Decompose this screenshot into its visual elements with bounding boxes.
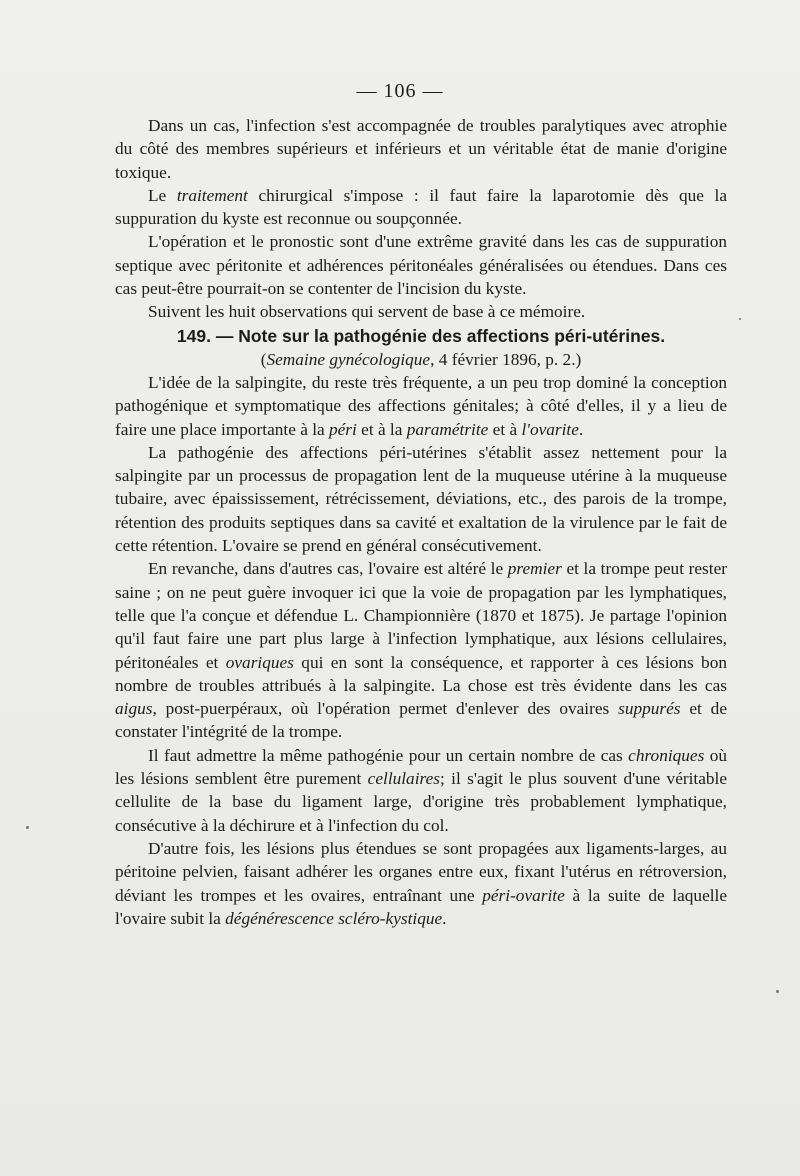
paragraph [115, 744, 727, 837]
paragraph [115, 837, 727, 930]
italic-run: premier [507, 559, 562, 579]
text-run: En revanche, dans d'autres cas, l'ovaire est altéré le [148, 559, 508, 579]
italic-run: suppurés [618, 699, 681, 719]
scan-speck [739, 318, 741, 320]
text-run: où les lésions semblent être purement [115, 745, 727, 789]
paragraph [115, 230, 727, 300]
text-run: Suivent les huit observations qui servent de base à ce mémoire. [148, 302, 586, 322]
italic-run: péri-ovarite [482, 885, 565, 905]
italic-run: aigus [115, 699, 153, 719]
text-run: L'opération et le pronostic sont d'une extrême gravité dans les cas de suppuration septique avec péritonite et adhérences péritonéales généralisées ou étendues. Dans ces cas peut-être pourrait-on se contenter de l'incision du kyste. [115, 232, 727, 299]
text-run: et de constater l'intégrité de la trompe. [115, 699, 727, 742]
italic-run: paramétrite [406, 419, 489, 439]
text-run: Le [148, 185, 177, 205]
text-run: à la suite de laquelle l'ovaire subit la [115, 885, 728, 928]
paragraph [115, 300, 727, 323]
paragraph [115, 114, 727, 184]
intro-section [115, 114, 727, 324]
scan-speck [26, 826, 29, 829]
italic-run: ovariques [225, 652, 294, 672]
italic-run: l'ovarite [521, 419, 579, 439]
page-content [115, 114, 727, 930]
body-section [115, 371, 727, 930]
citation-open: ( [260, 349, 267, 369]
paragraph [115, 557, 727, 743]
text-run: . [578, 419, 584, 439]
text-run: Dans un cas, l'infection s'est accompagnée de troubles paralytiques avec atrophie du côté des membres supérieurs et inférieurs et un véritable état de manie d'origine toxique. [115, 116, 727, 182]
text-run: qui en sont la conséquence, et rapporter à ces lésions bon nombre de troubles attribués à la salpingite. La chose est très évidente dans les cas [115, 652, 727, 695]
text-run: et la trompe peut rester saine ; on ne peut guère invoquer ici que la voie de propagation par les lymphatiques, telle que l'a conçue et défendue L. Championnière (1870 et 1875). Je partage l'opinion qu'il faut faire une part plus large à l'infection lymphatique, aux lésions cellulaires, péritonéales et [115, 559, 727, 672]
text-run: et à [488, 419, 522, 439]
text-run: Il faut admettre la même pathogénie pour un certain nombre de cas [148, 745, 629, 765]
scan-speck [776, 990, 779, 993]
text-run: et à la [356, 419, 407, 439]
text-run: chirurgical s'impose : il faut faire la laparotomie dès que la suppuration du kyste est reconnue ou soupçonnée. [115, 185, 728, 229]
text-run: , post-puerpéraux, où l'opération permet d'enlever des ovaires [152, 699, 619, 719]
section-heading: 149. — Note sur la pathogénie des affections péri-utérines. [176, 325, 666, 346]
italic-run: dégénérescence scléro-kystique [225, 908, 443, 928]
page-number: — 106 — [356, 80, 444, 102]
text-run: La pathogénie des affections péri-utérines s'établit assez nettement pour la salpingite par un processus de propagation lent de la muqueuse utérine à la muqueuse tubaire, avec épaississement, rétrécissement, déviations, etc., des parois de la trompe, rétention des produits septiques dans sa cavité et exaltation de la virulence par le fait de cette rétention. L'ovaire se prend en général consécutivement. [115, 442, 727, 556]
paragraph [115, 441, 727, 557]
citation-journal: Semaine gynécologique [266, 349, 431, 369]
italic-run: chroniques [628, 745, 705, 765]
italic-run: traitement [176, 185, 248, 205]
text-run: ; il s'agit le plus souvent d'une véritable cellulite de la base du ligament large, d'origine très probablement lymphatique, consécutive à la déchirure et à l'infection du col. [115, 769, 728, 835]
paragraph [115, 184, 727, 231]
text-run: L'idée de la salpingite, du reste très fréquente, a un peu trop dominé la conception pathogénique et symptomatique des affections génitales; à côté d'elles, il y a lieu de faire une place importante à la [115, 372, 727, 439]
text-run: D'autre fois, les lésions plus étendues se sont propagées aux ligaments-larges, au péritoine pelvien, faisant adhérer les organes entre eux, fixant l'utérus en rétroversion, déviant les trompes et les ovaires, entraînant une [115, 838, 727, 905]
citation-rest: , 4 février 1896, p. 2.) [430, 349, 582, 369]
italic-run: cellulaires [367, 769, 440, 789]
paragraph [115, 371, 727, 441]
italic-run: péri [328, 419, 357, 439]
text-run: . [442, 908, 447, 928]
citation [115, 348, 727, 371]
